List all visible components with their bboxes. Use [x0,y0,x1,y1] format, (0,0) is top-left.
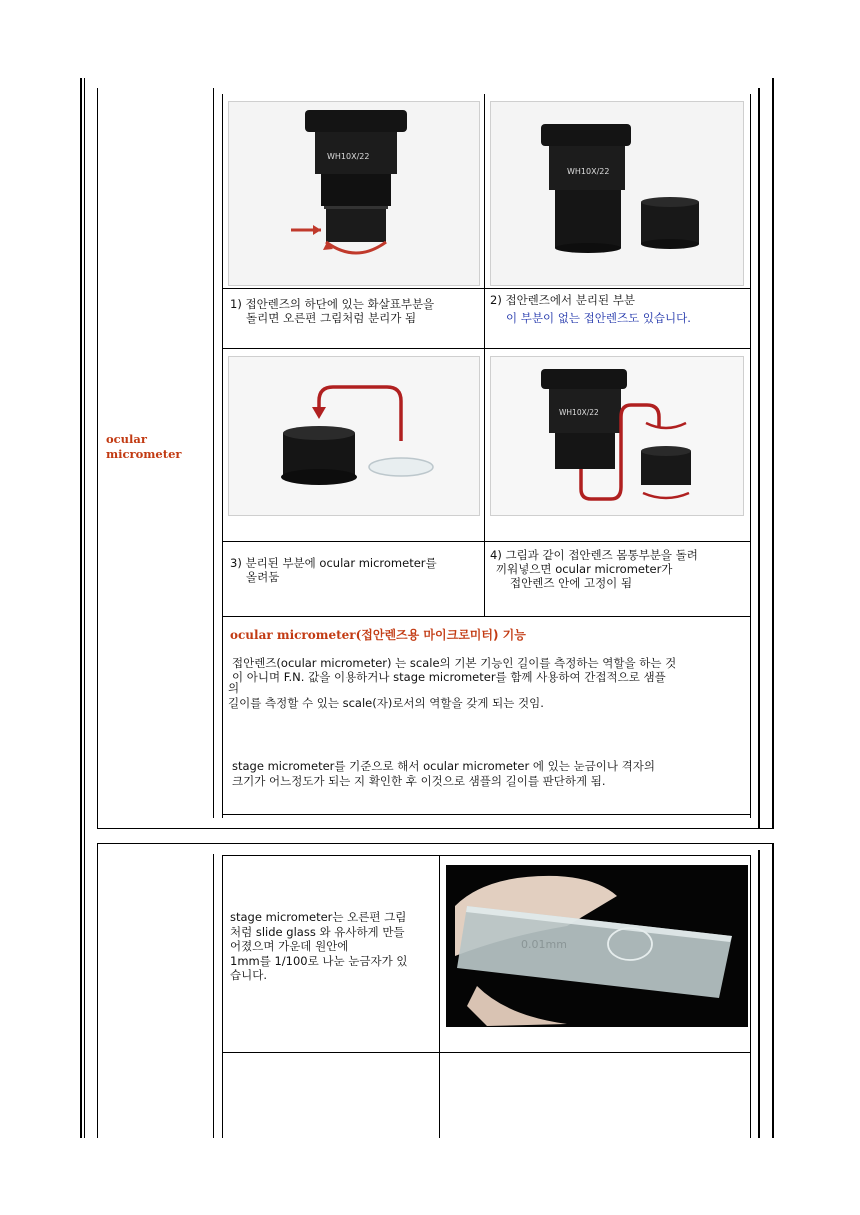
reassembly-illustration [491,357,743,515]
section2-inner-top [222,855,751,856]
description-line: 1mm를 1/100로 나눈 눈금자가 있 [230,953,408,968]
paragraph-line: stage micrometer를 기준으로 해서 ocular micrometer 에 있는 눈금이나 격자의 [232,759,655,773]
row-divider-1 [222,288,751,289]
stage-micrometer-description [230,910,436,983]
eyepiece-separated-illustration [491,102,743,285]
caption-step-1 [230,297,480,325]
micrometer-disc-illustration [229,357,479,515]
eyepiece-engraving: WH10X/22 [559,408,599,417]
inner-table-left [222,94,223,818]
description-line: stage micrometer는 오른편 그림 [230,910,407,924]
caption-line: 3) 분리된 부분에 ocular micrometer를 [230,556,437,570]
function-title [230,626,526,643]
photo-eyepiece-reassembly [490,356,744,516]
section2-inner-right [750,855,751,1138]
function-title-part: 접안렌즈용 마이크로미터) 기능 [361,628,526,642]
paragraph-line: 접안렌즈(ocular micrometer) 는 scale의 기본 기능인 길이를 측정하는 역할을 하는 것 [232,656,677,670]
caption-line: 돌리면 오른편 그림처럼 분리가 됨 [246,311,417,325]
section2-row-divider [222,1052,751,1053]
description-line: 습니다. [230,968,267,982]
frame-left-edge [97,88,98,828]
frame-right-edge-b [772,78,774,828]
outer-left-border-inner [84,78,85,1138]
section2-top-border [97,843,774,844]
inner-table-right [750,94,751,818]
caption-step-2 [490,293,748,325]
function-title-part: ocular micrometer( [230,628,362,642]
photo-eyepiece-separated [490,101,744,286]
inner-table-middle [484,94,485,616]
frame-right-edge-a [758,88,760,828]
caption-line: 1) 접안렌즈의 하단에 있는 화살표부분을 [230,297,435,311]
caption-line: 접안렌즈 안에 고정이 됨 [510,576,633,590]
section2-left-edge [97,843,98,1138]
caption-step-4 [490,548,748,590]
row-divider-2 [222,348,751,349]
paragraph-line: 크기가 어느정도가 되는 지 확인한 후 이것으로 샘플의 길이를 판단하게 됨. [232,774,606,788]
section2-right-b [772,843,774,1138]
photo-eyepiece-unscrew [228,101,480,286]
section2-right-a [758,850,760,1138]
eyepiece-engraving: WH10X/22 [327,152,370,161]
caption-note: 이 부분이 없는 접안렌즈도 있습니다. [506,311,691,325]
caption-line: 4) 그림과 같이 접안렌즈 몸통부분을 돌려 [490,548,698,562]
photo-micrometer-disc [228,356,480,516]
section-label-ocular-micrometer [106,432,181,462]
side-label-line: micrometer [106,447,182,461]
caption-step-3 [230,556,480,584]
section2-label-divider [213,854,214,1138]
caption-line: 끼워넣으면 ocular micrometer가 [496,562,673,576]
paragraph-line: 이 아니며 F.N. 값을 이용하거나 stage micrometer를 함께 사용하여 간접적으로 샘플 [232,670,666,684]
description-line: 어졌으며 가운데 원안에 [230,939,349,953]
caption-line: 올려둠 [246,570,280,584]
section2-middle [439,855,440,1138]
eyepiece-illustration [229,102,479,285]
slide-illustration [447,866,747,1026]
side-label-line: ocular [106,432,147,446]
function-paragraph-2 [232,759,747,788]
row-divider-4 [222,616,751,617]
paragraph-line: 의 [228,681,240,695]
section-divider [97,828,774,829]
row-divider-5 [222,814,751,815]
caption-line: 2) 접안렌즈에서 분리된 부분 [490,293,635,307]
label-column-divider [213,88,214,818]
outer-left-border [80,78,82,1138]
section2-inner-left [222,855,223,1138]
description-line: 처럼 slide glass 와 유사하게 만들 [230,924,405,939]
paragraph-line: 길이를 측정할 수 있는 scale(자)로서의 역할을 갖게 되는 것임. [228,696,544,710]
slide-engraving: 0.01mm [521,938,567,951]
function-paragraph-1 [230,656,750,710]
row-divider-3 [222,541,751,542]
eyepiece-engraving: WH10X/22 [567,167,610,176]
photo-stage-micrometer-slide [446,865,748,1027]
